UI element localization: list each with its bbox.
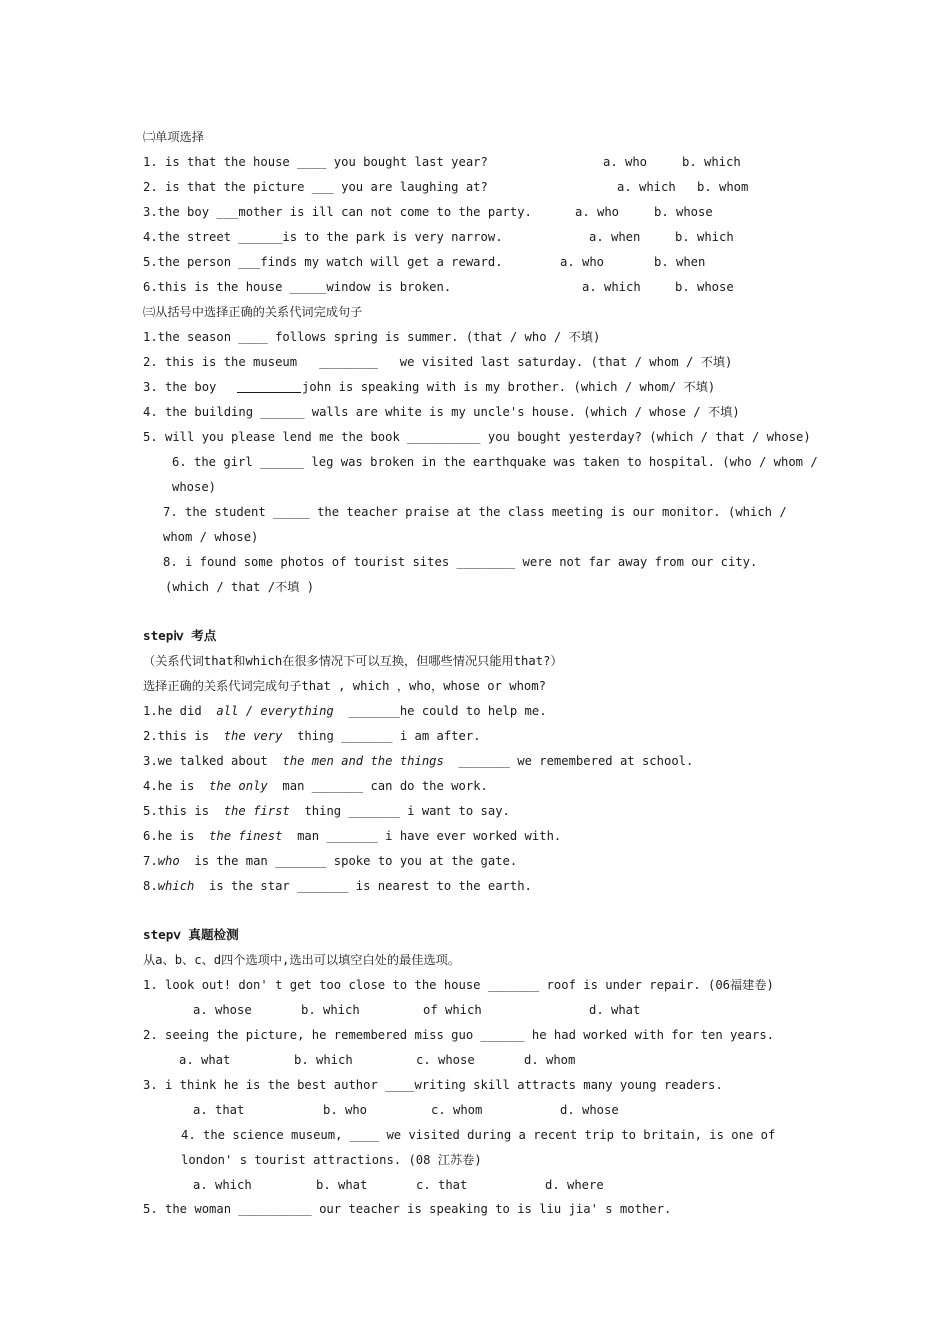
step5-q5: 5. the woman __________ our teacher is speaking to is liu jia' s mother. <box>143 1202 672 1216</box>
step4-intro-1: （关系代词that和which在很多情况下可以互换，但哪些情况只能用that?） <box>143 654 563 668</box>
section3-title: ㈢从括号中选择正确的关系代词完成句子 <box>143 305 363 319</box>
s2-q4: 4.the street ______is to the park is very narrow. <box>143 230 503 244</box>
s2-q3-b: b. whose <box>654 205 713 219</box>
step4-item-4: 4.he is the only man _______ can do the work. <box>143 779 488 793</box>
step5-q1-opt-d: d. what <box>589 1003 641 1017</box>
step5-q4-opt-c: c. that <box>416 1178 468 1192</box>
s2-q1-b: b. which <box>682 155 741 169</box>
step4-title: stepⅳ 考点 <box>143 628 217 643</box>
step4-item-3: 3.we talked about the men and the things _______ we remembered at school. <box>143 754 694 768</box>
s2-q4-a: a. when <box>589 230 641 244</box>
step5-q4-line-1: 4. the science museum, ____ we visited during a recent trip to britain, is one of <box>181 1128 776 1142</box>
step4-item-6: 6.he is the finest man _______ i have ever worked with. <box>143 829 562 843</box>
s2-q2-b: b. whom <box>697 180 749 194</box>
s3-line-8-cont: (which / that /不填 ) <box>165 580 315 594</box>
s2-q1-a: a. who <box>603 155 648 169</box>
step4-item-7: 7.who is the man _______ spoke to you at the gate. <box>143 854 518 868</box>
step5-q2-opt-c: c. whose <box>416 1053 475 1067</box>
step5-q4-line-2: london' s tourist attractions. (08 江苏卷) <box>181 1153 482 1167</box>
s3-line-3-end: john is speaking with is my brother. (which / whom/ 不填) <box>302 380 716 394</box>
step5-q2-opt-a: a. what <box>179 1053 231 1067</box>
step5-q3-opt-b: b. who <box>323 1103 368 1117</box>
step5-q3-opt-a: a. that <box>193 1103 245 1117</box>
s2-q2: 2. is that the picture ___ you are laughing at? <box>143 180 488 194</box>
s2-q1: 1. is that the house ____ you bought last year? <box>143 155 488 169</box>
step5-q1: 1. look out! don' t get too close to the house _______ roof is under repair. (06福建卷) <box>143 978 774 992</box>
step5-q2: 2. seeing the picture, he remembered miss guo ______ he had worked with for ten years. <box>143 1028 775 1042</box>
step4-item-1: 1.he did all / everything _______he could to help me. <box>143 704 547 718</box>
s3-line-7: 7. the student _____ the teacher praise at the class meeting is our monitor. (which / <box>163 505 787 519</box>
s2-q5-a: a. who <box>560 255 605 269</box>
s3-line-3-start: 3. the boy <box>143 380 217 394</box>
section2-title: ㈡单项选择 <box>143 130 204 144</box>
step5-q4-opt-a: a. which <box>193 1178 252 1192</box>
s2-q5-b: b. when <box>654 255 706 269</box>
s2-q6-b: b. whose <box>675 280 734 294</box>
s3-line-8: 8. i found some photos of tourist sites ________ were not far away from our city. <box>163 555 758 569</box>
s2-q6: 6.this is the house _____window is broken. <box>143 280 452 294</box>
s2-q3-a: a. who <box>575 205 620 219</box>
s3-line-3-blank <box>237 392 301 393</box>
s2-q3: 3.the boy ___mother is ill can not come to the party. <box>143 205 532 219</box>
s3-line-6-cont: whose) <box>172 480 217 494</box>
step4-item-8: 8.which is the star _______ is nearest to the earth. <box>143 879 532 893</box>
s3-line-7-cont: whom / whose) <box>163 530 259 544</box>
step4-item-5: 5.this is the first thing _______ i want to say. <box>143 804 510 818</box>
s3-line-6: 6. the girl ______ leg was broken in the earthquake was taken to hospital. (who / whom / <box>172 455 818 469</box>
step5-q1-opt-b: b. which <box>301 1003 360 1017</box>
step5-q1-opt-c: of which <box>423 1003 482 1017</box>
step5-title: stepⅴ 真题检测 <box>143 927 239 942</box>
step5-q1-opt-a: a. whose <box>193 1003 252 1017</box>
s3-line-5: 5. will you please lend me the book __________ you bought yesterday? (which / that / whose) <box>143 430 811 444</box>
step5-q4-opt-d: d. where <box>545 1178 604 1192</box>
step5-q2-opt-b: b. which <box>294 1053 353 1067</box>
step5-q4-opt-b: b. what <box>316 1178 368 1192</box>
step5-intro: 从a、b、c、d四个选项中,选出可以填空白处的最佳选项。 <box>143 953 460 967</box>
step5-q2-opt-d: d. whom <box>524 1053 576 1067</box>
s2-q5: 5.the person ___finds my watch will get a reward. <box>143 255 503 269</box>
s3-line-1: 1.the season ____ follows spring is summer. (that / who / 不填) <box>143 330 601 344</box>
s2-q6-a: a. which <box>582 280 641 294</box>
step5-q3-opt-d: d. whose <box>560 1103 619 1117</box>
step5-q3-opt-c: c. whom <box>431 1103 483 1117</box>
s2-q4-b: b. which <box>675 230 734 244</box>
s3-line-2: 2. this is the museum ________ we visited last saturday. (that / whom / 不填) <box>143 355 733 369</box>
step4-item-2: 2.this is the very thing _______ i am after. <box>143 729 481 743</box>
s2-q2-a: a. which <box>617 180 676 194</box>
s3-line-4: 4. the building ______ walls are white is my uncle's house. (which / whose / 不填) <box>143 405 740 419</box>
step5-q3: 3. i think he is the best author ____writing skill attracts many young readers. <box>143 1078 723 1092</box>
step4-intro-2: 选择正确的关系代词完成句子that , which ，who，whose or whom? <box>143 679 546 693</box>
